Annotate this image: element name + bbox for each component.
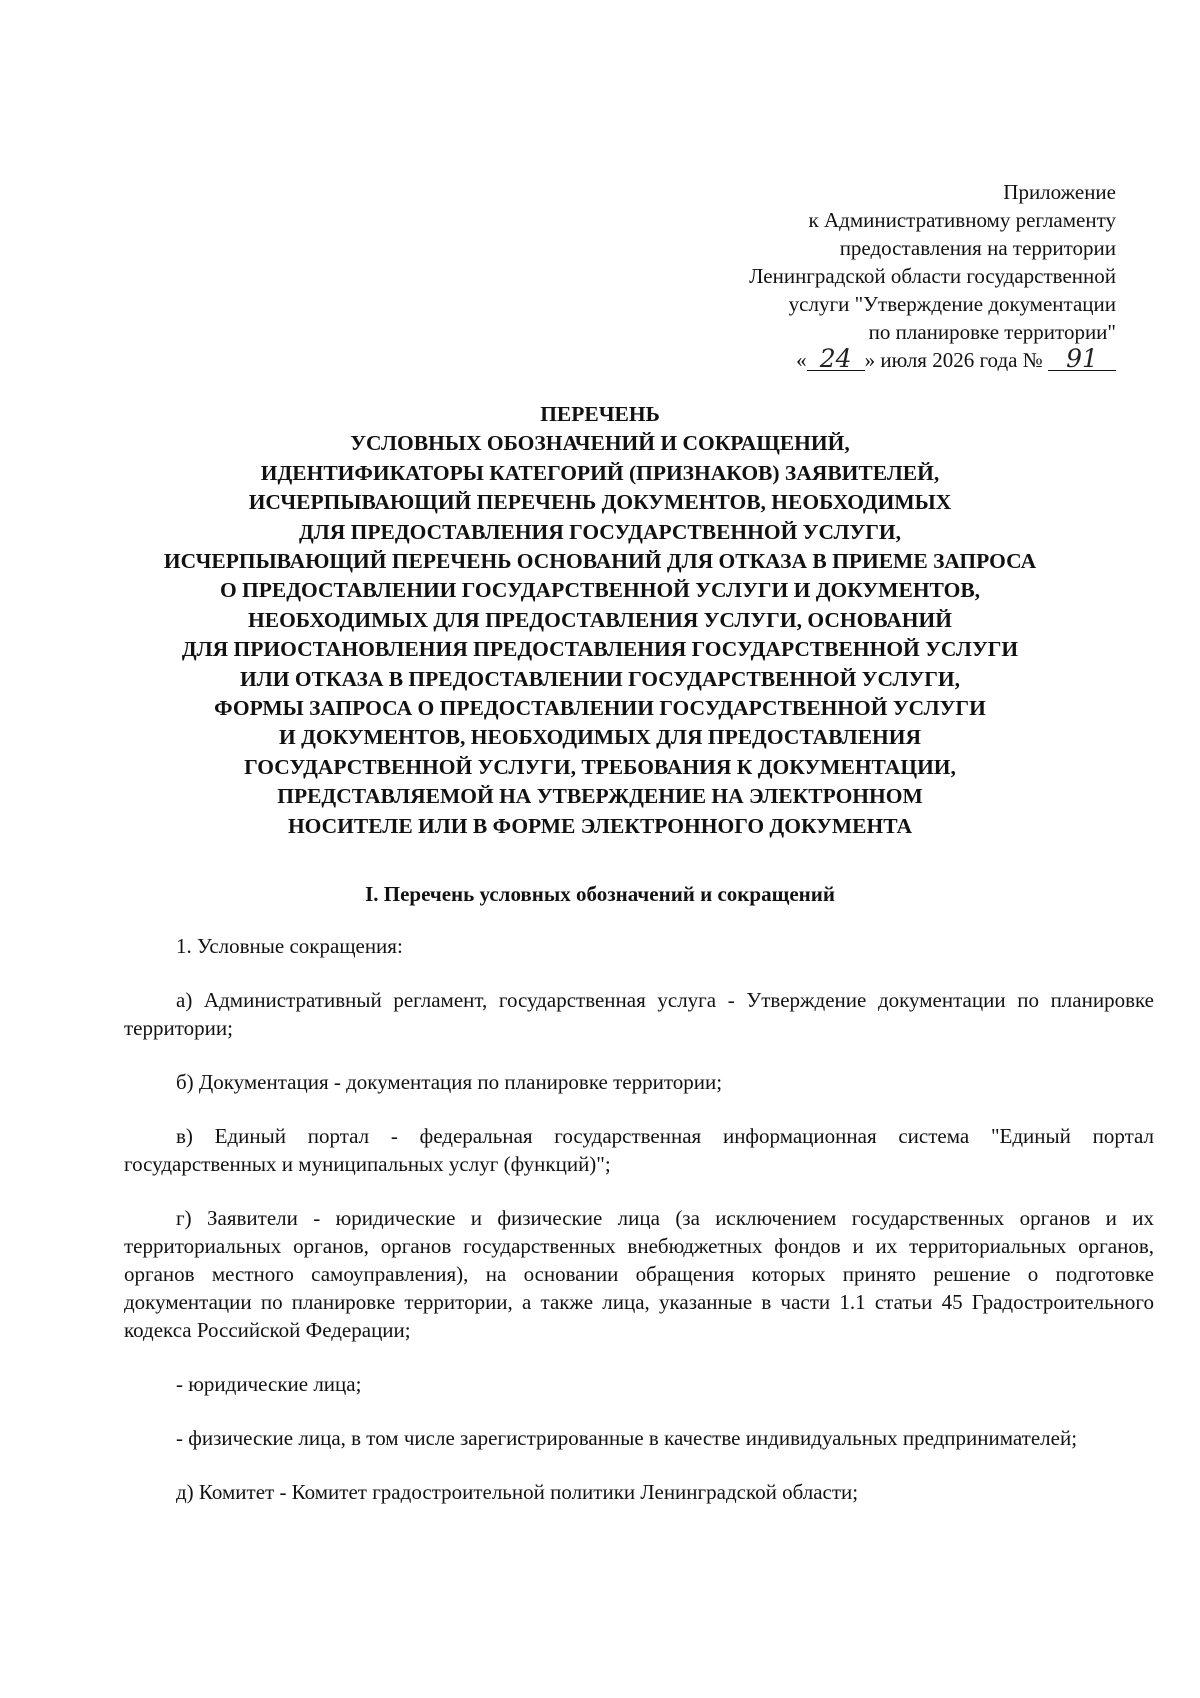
paragraph-legal-entities: - юридические лица; bbox=[176, 1372, 362, 1396]
date-open-quote: « bbox=[796, 348, 807, 372]
section-heading: I. Перечень условных обозначений и сокращений bbox=[365, 882, 835, 906]
appendix-line: предоставления на территории bbox=[839, 236, 1116, 260]
title-line: ИДЕНТИФИКАТОРЫ КАТЕГОРИЙ (ПРИЗНАКОВ) ЗАЯВИТЕЛЕЙ, bbox=[260, 460, 940, 485]
title-line: ДЛЯ ПРИОСТАНОВЛЕНИЯ ПРЕДОСТАВЛЕНИЯ ГОСУДАРСТВЕННОЙ УСЛУГИ bbox=[181, 637, 1019, 662]
title-line: НОСИТЕЛЕ ИЛИ В ФОРМЕ ЭЛЕКТРОННОГО ДОКУМЕНТА bbox=[287, 813, 913, 838]
document-body bbox=[124, 932, 1154, 1532]
title-line: НЕОБХОДИМЫХ ДЛЯ ПРЕДОСТАВЛЕНИЯ УСЛУГИ, ОСНОВАНИЙ bbox=[248, 607, 952, 632]
paragraph-item-g: г) Заявители - юридические и физические лица (за исключением государственных органов и их территориальных органов, органов государственных внебюджетных фондов и их территориальных органов, органов местного самоуправления), на основании обращения которых принято решение о подготовке документации по планировке территории, а также лица, указанные в части 1.1 статьи 45 Градостроительного кодекса Российской Федерации; bbox=[124, 1206, 1154, 1342]
appendix-line: Ленинградской области государственной bbox=[749, 264, 1116, 288]
title-line: УСЛОВНЫХ ОБОЗНАЧЕНИЙ И СОКРАЩЕНИЙ, bbox=[350, 431, 850, 456]
title-line: О ПРЕДОСТАВЛЕНИИ ГОСУДАРСТВЕННОЙ УСЛУГИ И ДОКУМЕНТОВ, bbox=[219, 578, 981, 603]
appendix-line: Приложение bbox=[1003, 180, 1116, 204]
appendix-line: услуги "Утверждение документации bbox=[788, 292, 1116, 316]
handwritten-day: 24 bbox=[807, 348, 865, 371]
appendix-line: к Административному регламенту bbox=[808, 208, 1116, 232]
paragraph-item-a: а) Административный регламент, государственная услуга - Утверждение документации по планировке территории; bbox=[124, 988, 1154, 1040]
date-month-year: » июля 2026 года № bbox=[864, 348, 1043, 372]
paragraph-item-v: в) Единый портал - федеральная государственная информационная система "Единый портал государственных и муниципальных услуг (функций)"; bbox=[124, 1124, 1154, 1176]
appendix-date-line bbox=[596, 346, 1116, 374]
document-title bbox=[100, 400, 1100, 841]
title-line: ИЛИ ОТКАЗА В ПРЕДОСТАВЛЕНИИ ГОСУДАРСТВЕННОЙ УСЛУГИ, bbox=[239, 666, 961, 691]
paragraph-individuals: - физические лица, в том числе зарегистрированные в качестве индивидуальных предпринимателей; bbox=[176, 1426, 1078, 1450]
handwritten-number: 91 bbox=[1048, 348, 1116, 371]
paragraph-item-d: д) Комитет - Комитет градостроительной политики Ленинградской области; bbox=[176, 1480, 859, 1504]
title-line: ИСЧЕРПЫВАЮЩИЙ ПЕРЕЧЕНЬ ОСНОВАНИЙ ДЛЯ ОТКАЗА В ПРИЕМЕ ЗАПРОСА bbox=[163, 549, 1037, 574]
title-line: ПРЕДСТАВЛЯЕМОЙ НА УТВЕРЖДЕНИЕ НА ЭЛЕКТРОННОМ bbox=[277, 784, 923, 809]
paragraph-item-b: б) Документация - документация по планировке территории; bbox=[176, 1070, 723, 1094]
title-line: И ДОКУМЕНТОВ, НЕОБХОДИМЫХ ДЛЯ ПРЕДОСТАВЛЕНИЯ bbox=[278, 725, 922, 750]
paragraph-abbreviations-intro: 1. Условные сокращения: bbox=[176, 934, 403, 958]
title-line: ДЛЯ ПРЕДОСТАВЛЕНИЯ ГОСУДАРСТВЕННОЙ УСЛУГИ, bbox=[298, 519, 902, 544]
title-line: ИСЧЕРПЫВАЮЩИЙ ПЕРЕЧЕНЬ ДОКУМЕНТОВ, НЕОБХОДИМЫХ bbox=[248, 490, 952, 515]
appendix-line: по планировке территории" bbox=[868, 320, 1116, 344]
appendix-header bbox=[596, 178, 1116, 374]
title-line: ФОРМЫ ЗАПРОСА О ПРЕДОСТАВЛЕНИИ ГОСУДАРСТВЕННОЙ УСЛУГИ bbox=[214, 696, 986, 721]
title-line: ПЕРЕЧЕНЬ bbox=[540, 402, 660, 426]
title-line: ГОСУДАРСТВЕННОЙ УСЛУГИ, ТРЕБОВАНИЯ К ДОКУМЕНТАЦИИ, bbox=[244, 754, 956, 779]
